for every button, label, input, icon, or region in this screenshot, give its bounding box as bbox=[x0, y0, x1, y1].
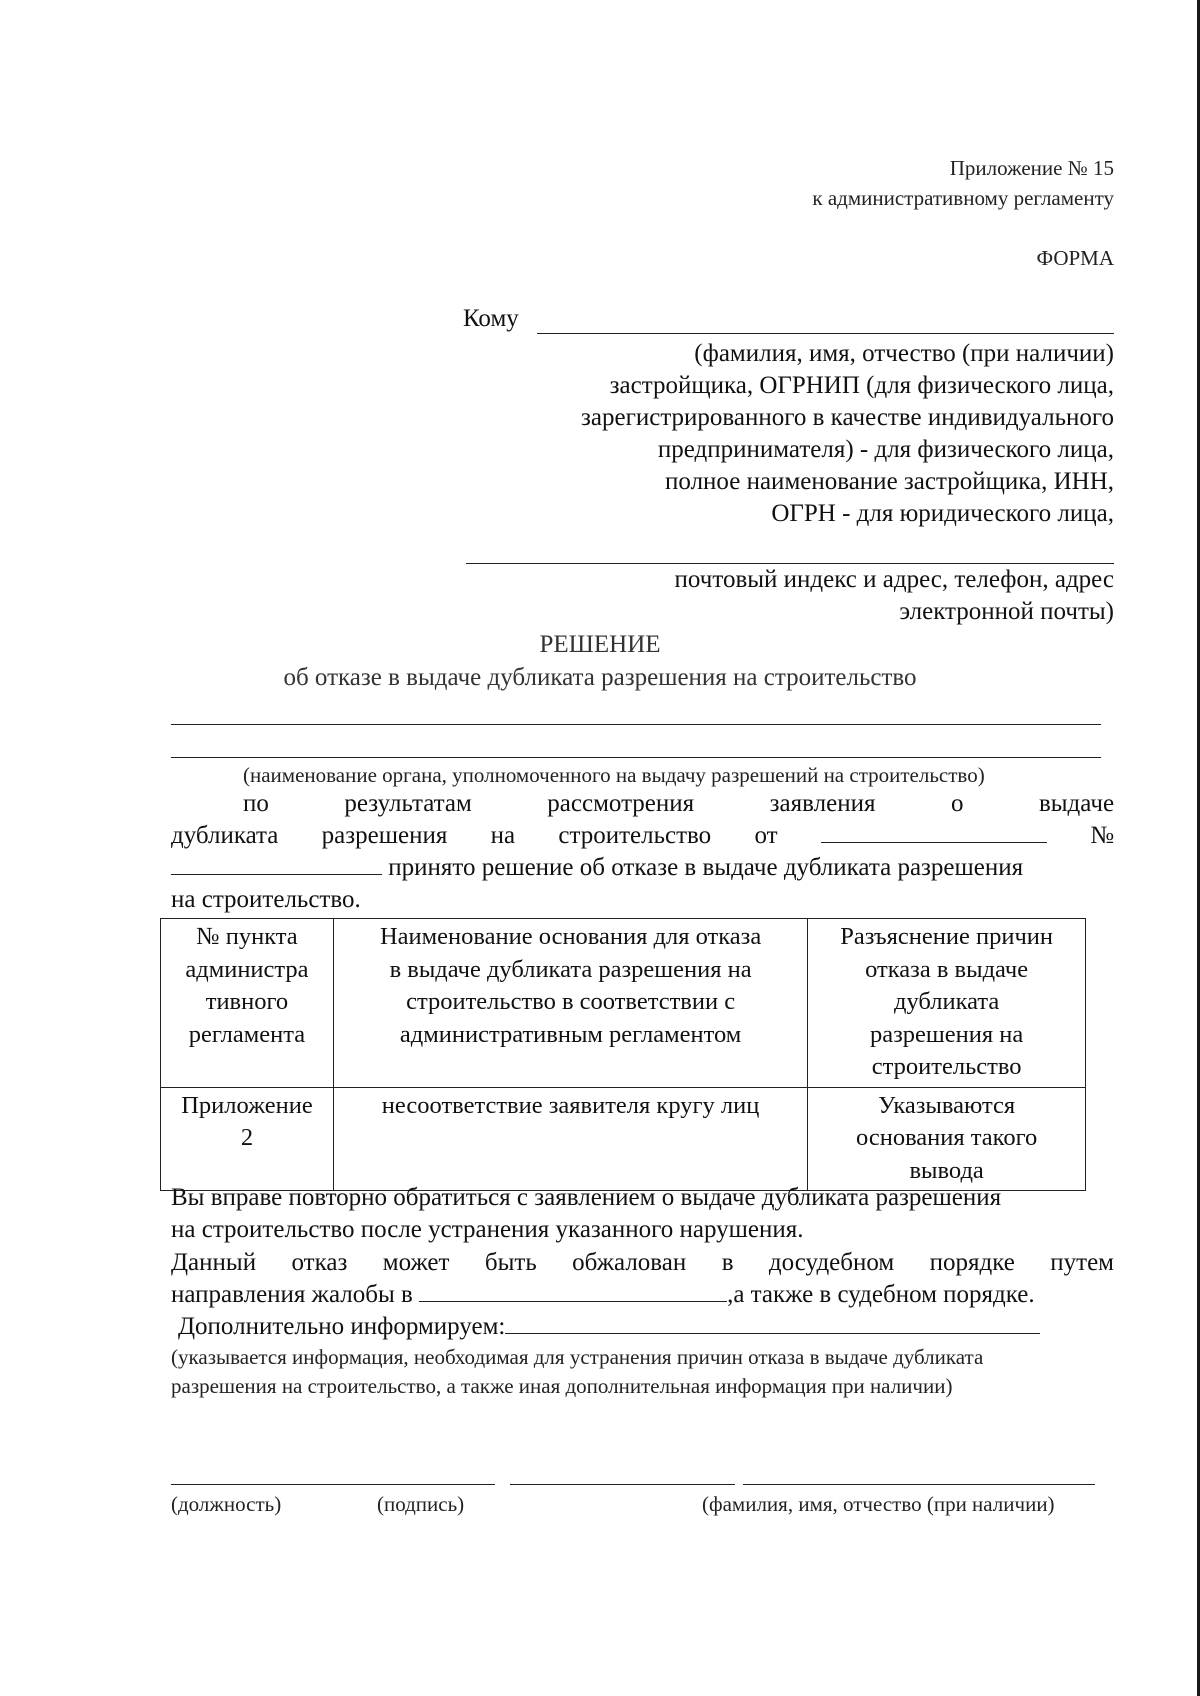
table-header-cell: № пункта администра тивного регламента bbox=[161, 919, 334, 1088]
table-header-cell: Наименование основания для отказа в выдаче дубликата разрешения на строительство в соответствии с административным регламентом bbox=[333, 919, 807, 1088]
appeal-para-line-1: Данный отказ может быть обжалован в досудебном порядке путем bbox=[171, 1249, 1115, 1276]
authority-line-2 bbox=[171, 757, 1101, 758]
repeat-appeal-line-1: Вы вправе повторно обратиться с заявлением о выдаче дубликата разрешения bbox=[171, 1184, 1002, 1211]
table-header-cell: Разъяснение причин отказа в выдаче дубликата разрешения на строительство bbox=[808, 919, 1086, 1088]
address-hint-1: почтовый индекс и адрес, телефон, адрес bbox=[674, 566, 1114, 593]
name-signature-line bbox=[743, 1484, 1095, 1485]
additional-info-hint-2: разрешения на строительство, а также иная дополнительная информация при наличии) bbox=[171, 1374, 953, 1398]
recipient-hint-6: ОГРН - для юридического лица, bbox=[771, 500, 1114, 527]
additional-info-hint-1: (указывается информация, необходимая для устранения причин отказа в выдаче дубликата bbox=[171, 1345, 984, 1369]
additional-info-line: Дополнительно информируем: bbox=[178, 1313, 1040, 1341]
refusal-grounds-table bbox=[160, 918, 1086, 1191]
recipient-hint-4: предпринимателя) - для физического лица, bbox=[657, 436, 1114, 463]
to-label: Кому bbox=[463, 305, 519, 332]
address-hint-2: электронной почты) bbox=[899, 598, 1114, 625]
repeat-appeal-line-2: на строительство после устранения указанного нарушения. bbox=[171, 1216, 804, 1243]
authority-line-1 bbox=[171, 724, 1101, 725]
table-header-row bbox=[161, 919, 1086, 1088]
position-label: (должность) bbox=[171, 1492, 282, 1516]
document-title: РЕШЕНИЕ bbox=[539, 631, 661, 658]
table-cell: Указываются основания такого вывода bbox=[808, 1087, 1086, 1191]
application-date-blank bbox=[821, 822, 1047, 843]
recipient-hint-1: (фамилия, имя, отчество (при наличии) bbox=[694, 340, 1114, 367]
signature-label: (подпись) bbox=[377, 1492, 465, 1516]
recipient-hint-5: полное наименование застройщика, ИНН, bbox=[665, 468, 1114, 495]
decision-para-line-4: на строительство. bbox=[171, 886, 361, 913]
table-row bbox=[161, 1087, 1086, 1191]
regulation-ref: к административному регламенту bbox=[812, 186, 1114, 210]
full-name-label: (фамилия, имя, отчество (при наличии) bbox=[702, 1492, 1055, 1516]
authority-hint: (наименование органа, уполномоченного на выдачу разрешений на строительство) bbox=[243, 763, 985, 787]
recipient-hint-3: зарегистрированного в качестве индивидуального bbox=[581, 404, 1114, 431]
application-number-blank bbox=[171, 854, 382, 875]
appeal-para-line-2: направления жалобы в ,а также в судебном порядке. bbox=[171, 1281, 1035, 1308]
table-cell: несоответствие заявителя кругу лиц bbox=[333, 1087, 807, 1191]
address-blank-line bbox=[466, 563, 1114, 564]
appendix-number: Приложение № 15 bbox=[949, 156, 1114, 180]
decision-para-line-3: принято решение об отказе в выдаче дубликата разрешения bbox=[171, 854, 1023, 882]
position-signature-line bbox=[171, 1484, 495, 1485]
sign-signature-line bbox=[510, 1484, 735, 1485]
document-subtitle: об отказе в выдаче дубликата разрешения на строительство bbox=[283, 664, 917, 691]
recipient-blank-line bbox=[537, 333, 1114, 334]
table-cell: Приложение 2 bbox=[161, 1087, 334, 1191]
form-label: ФОРМА bbox=[1036, 246, 1114, 270]
additional-info-blank bbox=[505, 1313, 1040, 1334]
decision-para-line-1: по результатам рассмотрения заявления о выдаче bbox=[243, 790, 1115, 817]
decision-para-line-2: дубликата разрешения на строительство от № bbox=[171, 822, 1115, 849]
recipient-hint-2: застройщика, ОГРНИП (для физического лица, bbox=[609, 372, 1114, 399]
appeal-body-blank bbox=[419, 1281, 727, 1302]
